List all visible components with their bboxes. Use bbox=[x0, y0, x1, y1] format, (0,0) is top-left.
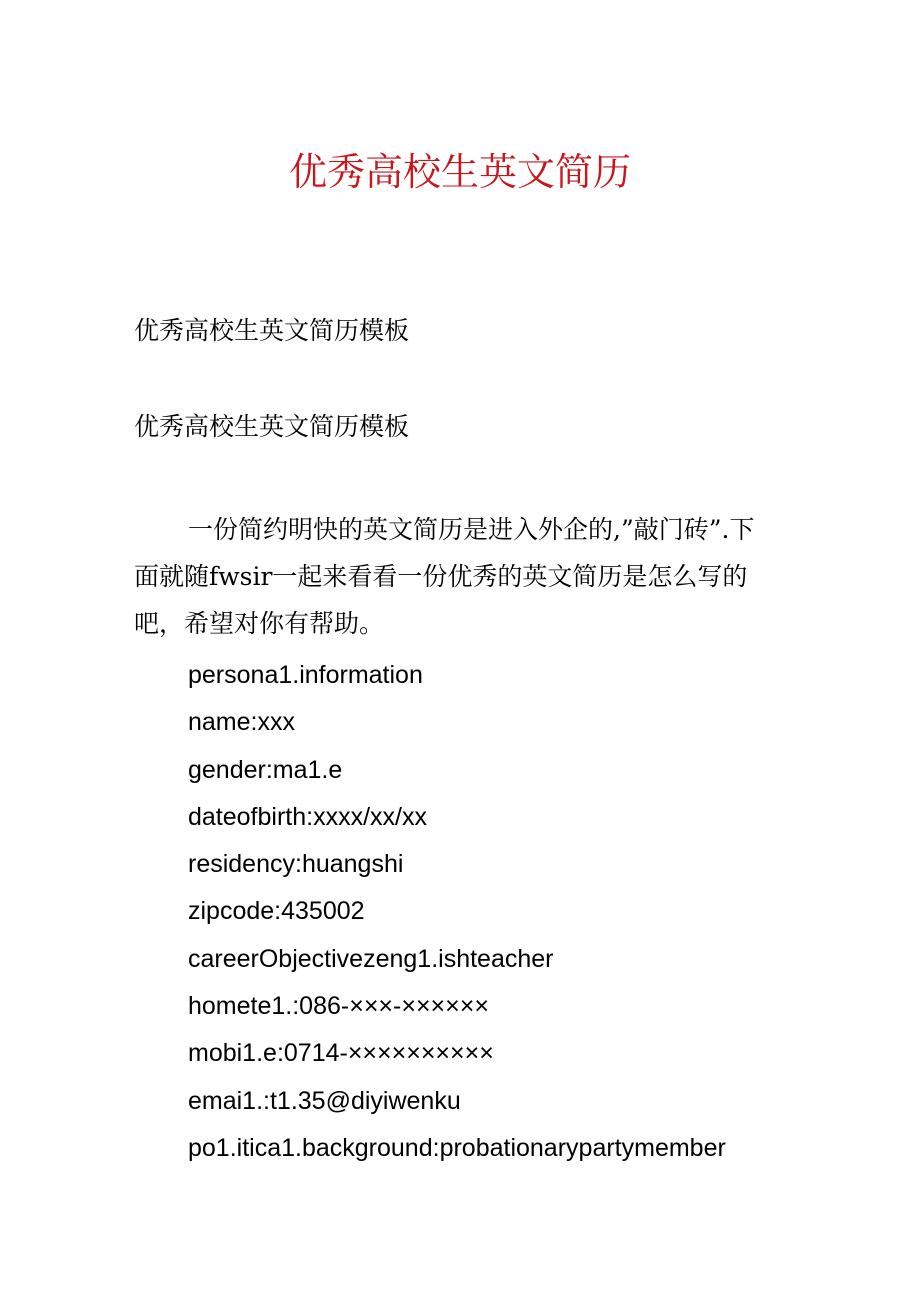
info-line-personal-information: persona1.information bbox=[188, 661, 423, 689]
info-line-residency: residency:huangshi bbox=[188, 850, 404, 879]
info-line-career-objective: careerObjectivezeng1.ishteacher bbox=[188, 944, 554, 973]
info-line-zipcode: zipcode:435002 bbox=[188, 897, 365, 926]
info-line-political-background: po1.itica1.background:probationarypartymember bbox=[188, 1133, 726, 1162]
info-line-home-tel: homete1.:086-×××-×××××× bbox=[188, 992, 489, 1021]
section-heading: 优秀高校生英文简历模板 bbox=[134, 316, 410, 345]
info-line-mobile: mobi1.e:0714-×××××××××× bbox=[188, 1039, 494, 1068]
info-line-date-of-birth: dateofbirth:xxxx/xx/xx bbox=[188, 802, 427, 831]
info-line-email: emai1.:t1.35@diyiwenku bbox=[188, 1086, 461, 1115]
document-title: 优秀高校生英文简历 bbox=[288, 150, 631, 194]
info-line-name: name:xxx bbox=[188, 708, 295, 737]
personal-info-list bbox=[188, 652, 888, 1172]
intro-paragraph: 一份简约明快的英文简历是进入外企的,”敲门砖”.下面就随fwsir一起来看看一份优秀的英文简历是怎么写的吧，希望对你有帮助。 bbox=[134, 515, 755, 638]
info-line-gender: gender:ma1.e bbox=[188, 755, 343, 784]
section-subheading: 优秀高校生英文简历模板 bbox=[134, 412, 410, 441]
